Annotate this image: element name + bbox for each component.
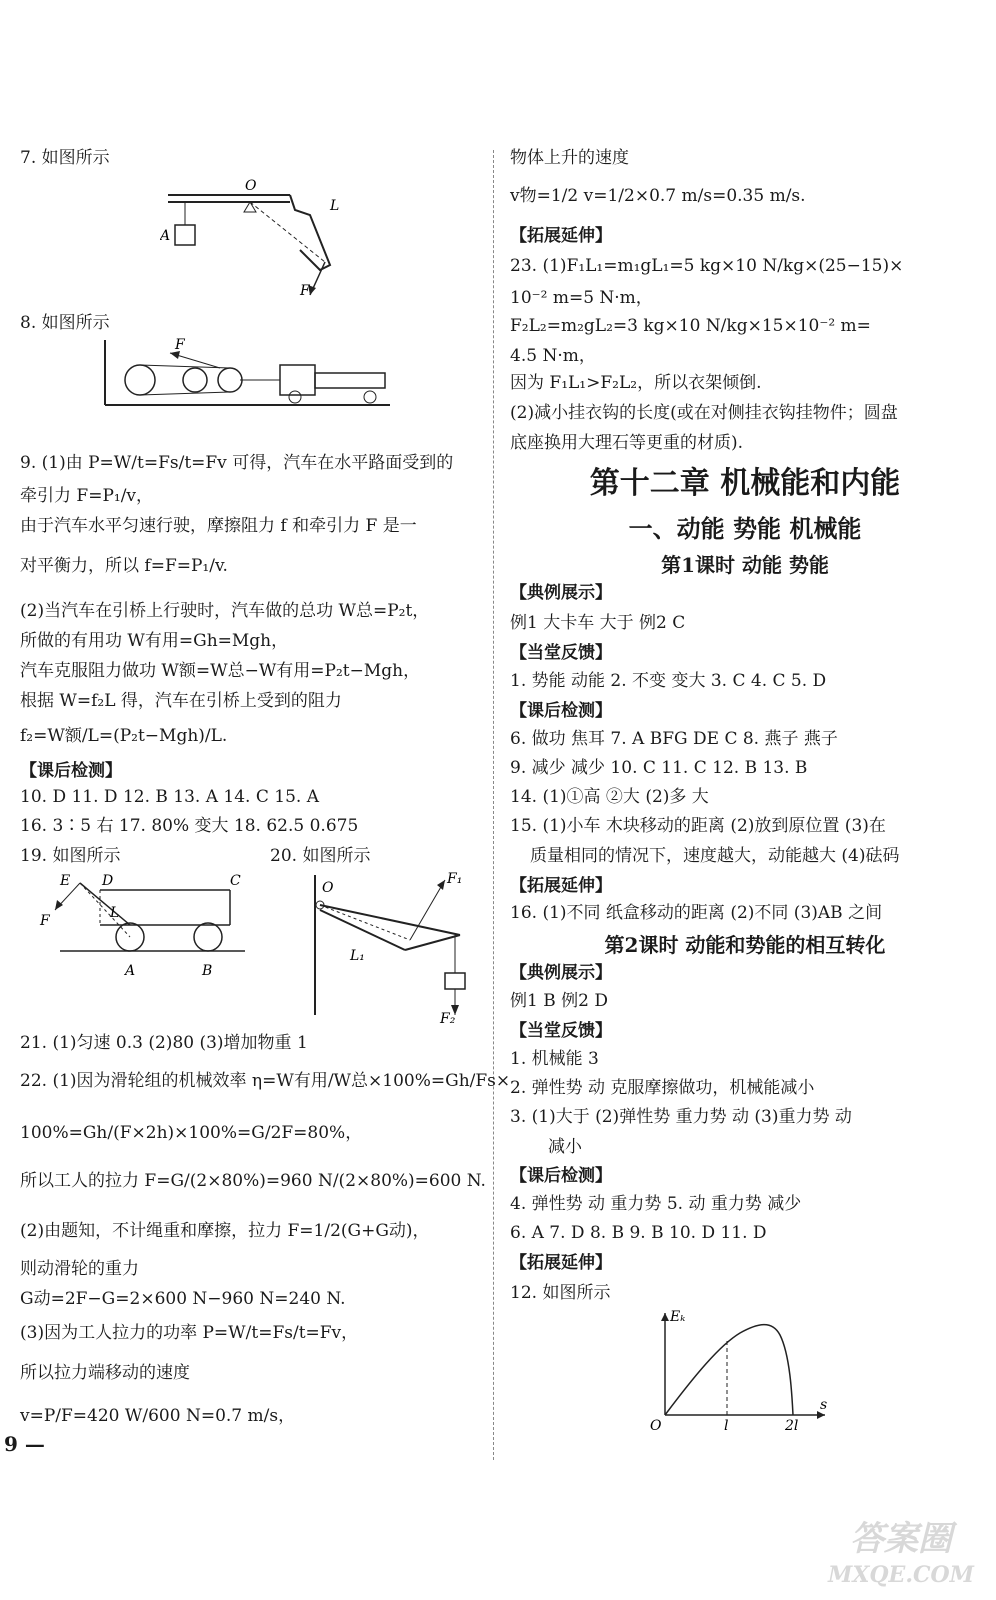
fig12-label-s: s (820, 1397, 828, 1413)
figure-19 (30, 865, 250, 980)
fig19-label-A: A (125, 963, 136, 979)
page-number: 9 — (4, 1432, 45, 1456)
left-line: v=P/F=420 W/600 N=0.7 m/s， (20, 1406, 296, 1426)
fig20-label-L1: L₁ (350, 948, 365, 964)
svg-text:MXQE.COM: MXQE.COM (827, 1562, 975, 1588)
right-line: 因为 F₁L₁>F₂L₂，所以衣架倾倒. (510, 373, 762, 393)
fig7-label-F: F (300, 283, 310, 299)
figure-12-energy-graph (640, 1305, 840, 1435)
figure-7 (160, 170, 350, 300)
right-line: 物体上升的速度 (510, 148, 629, 168)
right-line: 6. A 7. D 8. B 9. B 10. D 11. D (510, 1223, 767, 1243)
lesson-title: 第1课时 动能 势能 (661, 553, 829, 577)
left-line: 由于汽车水平匀速行驶，摩擦阻力 f 和牵引力 F 是一 (20, 516, 417, 536)
left-line: 22. (1)因为滑轮组的机械效率 η=W有用/W总×100%=Gh/Fs× (20, 1071, 511, 1091)
right-line: 减小 (548, 1137, 582, 1157)
section-header: 【拓展延伸】 (510, 876, 612, 896)
left-line: 16. 3∶5 右 17. 80% 变大 18. 62.5 0.675 (20, 816, 359, 836)
right-line: 底座换用大理石等更重的材质). (510, 433, 744, 453)
left-line: (3)因为工人拉力的功率 P=W/t=Fs/t=Fv， (20, 1323, 359, 1343)
lesson-title: 第2课时 动能和势能的相互转化 (604, 933, 886, 957)
left-line: 8. 如图所示 (20, 313, 110, 333)
right-line: 质量相同的情况下，速度越大，动能越大 (4)砝码 (530, 846, 900, 866)
left-line: 牵引力 F=P₁/v， (20, 486, 154, 506)
left-line: 根据 W=f₂L 得，汽车在引桥上受到的阻力 (20, 691, 342, 711)
fig12-label-Ek: Eₖ (670, 1309, 686, 1325)
right-line: 14. (1)①高 ②大 (2)多 大 (510, 787, 709, 807)
right-line: 1. 机械能 3 (510, 1049, 599, 1069)
left-line: 21. (1)匀速 0.3 (2)80 (3)增加物重 1 (20, 1033, 308, 1053)
section-header: 【典例展示】 (510, 583, 612, 603)
fig12-label-2l: 2l (785, 1418, 799, 1434)
right-line: 9. 减少 减少 10. C 11. C 12. B 13. B (510, 758, 808, 778)
right-line: 16. (1)不同 纸盒移动的距离 (2)不同 (3)AB 之间 (510, 903, 883, 923)
right-line: 4.5 N·m， (510, 346, 596, 366)
watermark-logo (816, 1512, 986, 1592)
right-line: v物=1/2 v=1/2×0.7 m/s=0.35 m/s. (510, 186, 806, 206)
left-line: 所以工人的拉力 F=G/(2×80%)=960 N/(2×80%)=600 N. (20, 1171, 486, 1191)
fig19-label-B: B (202, 963, 213, 979)
section-header: 【当堂反馈】 (510, 643, 612, 663)
right-line: 例1 大卡车 大于 例2 C (510, 613, 686, 633)
left-line: 7. 如图所示 (20, 148, 110, 168)
left-line: 则动滑轮的重力 (20, 1259, 139, 1279)
fig20-label-F1: F₁ (447, 871, 463, 887)
left-line: (2)由题知，不计绳重和摩擦，拉力 F=1/2(G+G动)， (20, 1221, 430, 1241)
left-line: 19. 如图所示 (20, 846, 121, 866)
section-title: 一、动能 势能 机械能 (628, 514, 862, 543)
left-line: G动=2F−G=2×600 N−960 N=240 N. (20, 1289, 346, 1309)
svg-text:答案圈: 答案圈 (850, 1519, 952, 1559)
chapter-title: 第十二章 机械能和内能 (589, 466, 901, 501)
section-header: 【典例展示】 (510, 963, 612, 983)
right-line: 12. 如图所示 (510, 1283, 611, 1303)
fig12-label-l: l (724, 1418, 729, 1434)
fig7-label-O: O (245, 178, 257, 194)
section-header: 【课后检测】 (510, 1166, 612, 1186)
left-line: (2)当汽车在引桥上行驶时，汽车做的总功 W总=P₂t， (20, 601, 430, 621)
left-line: 10. D 11. D 12. B 13. A 14. C 15. A (20, 787, 319, 807)
right-line: F₂L₂=m₂gL₂=3 kg×10 N/kg×15×10⁻² m= (510, 316, 871, 336)
right-line: 例1 B 例2 D (510, 991, 608, 1011)
right-line: 10⁻² m=5 N·m， (510, 288, 653, 308)
section-header: 【拓展延伸】 (510, 226, 612, 246)
fig20-label-F2: F₂ (440, 1011, 456, 1025)
fig19-label-L: L (110, 905, 120, 921)
right-line: 4. 弹性势 动 重力势 5. 动 重力势 减少 (510, 1194, 802, 1214)
fig19-label-D: D (102, 873, 114, 889)
section-header: 【拓展延伸】 (510, 1253, 612, 1273)
section-header: 【课后检测】 (20, 761, 122, 781)
left-line: 100%=Gh/(F×2h)×100%=G/2F=80%， (20, 1123, 363, 1143)
right-line: (2)减小挂衣钩的长度(或在对侧挂衣钩挂物件；圆盘 (510, 403, 898, 423)
fig19-label-C: C (230, 873, 241, 889)
figure-20 (295, 865, 485, 1025)
fig7-label-A: A (160, 228, 171, 244)
left-line: 9. (1)由 P=W/t=Fs/t=Fv 可得，汽车在水平路面受到的 (20, 453, 454, 473)
left-line: 对平衡力，所以 f=F=P₁/v. (20, 556, 228, 576)
section-header: 【课后检测】 (510, 701, 612, 721)
fig12-label-O: O (650, 1418, 662, 1434)
fig19-label-E: E (60, 873, 71, 889)
right-line: 1. 势能 动能 2. 不变 变大 3. C 4. C 5. D (510, 671, 827, 691)
fig7-label-L: L (330, 198, 340, 214)
right-line: 23. (1)F₁L₁=m₁gL₁=5 kg×10 N/kg×(25−15)× (510, 256, 904, 276)
right-line: 2. 弹性势 动 克服摩擦做功，机械能减小 (510, 1078, 815, 1098)
section-header: 【当堂反馈】 (510, 1021, 612, 1041)
figure-8 (100, 335, 400, 415)
fig19-label-F: F (40, 913, 50, 929)
fig20-label-O: O (322, 880, 334, 896)
left-line: 汽车克服阻力做功 W额=W总−W有用=P₂t−Mgh， (20, 661, 421, 681)
fig20-caption: 20. 如图所示 (270, 846, 371, 866)
right-line: 15. (1)小车 木块移动的距离 (2)放到原位置 (3)在 (510, 816, 886, 836)
column-divider (493, 150, 494, 1460)
fig8-label-F: F (175, 337, 185, 353)
right-line: 3. (1)大于 (2)弹性势 重力势 动 (3)重力势 动 (510, 1107, 852, 1127)
left-line: f₂=W额/L=(P₂t−Mgh)/L. (20, 726, 228, 746)
right-line: 6. 做功 焦耳 7. A BFG DE C 8. 燕子 燕子 (510, 729, 838, 749)
left-line: 所做的有用功 W有用=Gh=Mgh， (20, 631, 289, 651)
left-line: 所以拉力端移动的速度 (20, 1363, 190, 1383)
